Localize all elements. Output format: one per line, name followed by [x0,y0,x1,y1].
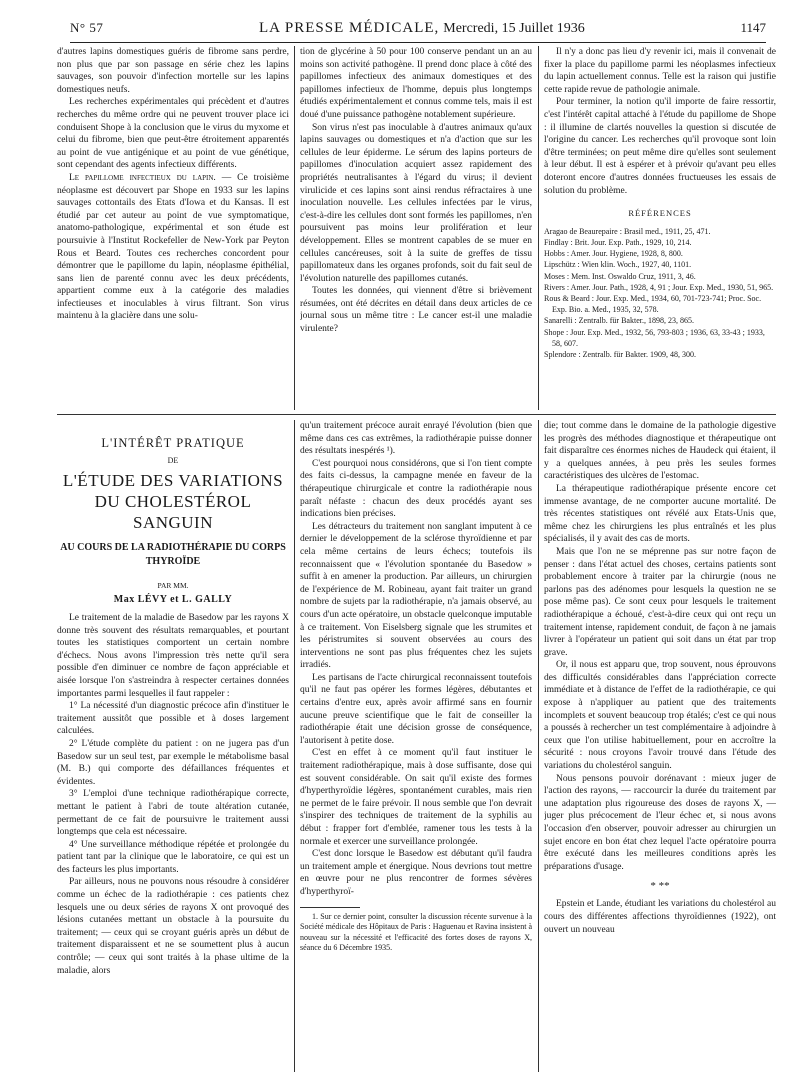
top-column-3 [544,46,776,410]
footnote: 1. Sur ce dernier point, consulter la discussion récente survenue à la Société médicale des Hôpitaux de Paris : Haguenau et Ravina insistent à nouveau sur la nécessité et l'efficacité des fortes doses de rayons X, séance du 6 Décembre 1935. [300,911,532,953]
paragraph: C'est en effet à ce moment qu'il faut instituer le traitement radiothérapique, mais à dose suffisante, dose qui est souvent considérable. On sait qu'il existe des formes d'hyperthyroïdie légères, spontanément curables, mais rien ne permet de le faire prévoir. Il nous semble que l'on devrait s'inspirer des techniques de traitement de la syphilis au début : frapper fort d'emblée, ramener tous les tests à la normale et exercer une surveillance prolongée. [300,748,532,847]
article-de: DE [167,456,179,465]
reference-item: Sanarelli : Zentralb. für Bakter., 1898, 23, 865. [544,316,694,326]
paragraph: C'est pourquoi nous considérons, que si l'on tient compte des faits ci-dessus, la campagne menée en faveur de la thérapeutique chirurgicale et contre la radiothérapie nous paraît néfaste : chacun des deux procédés ayant ses indications bien précises. [300,458,532,520]
paragraph: Mais que l'on ne se méprenne pas sur notre façon de penser : dans l'état actuel des choses, certains patients sont probablement encore à traiter par la chirurgie (nous ne parlons pas des adénomes pour lesquels la question ne se pose même pas). Ce sont ceux pour lesquels le traitement radiothérapique a échoué, c'est-à-dire ceux qui ont reçu un traitement intense, rapidement conduit, de façon à ne jamais livrer à l'opérateur un patient qui soit dans un état par trop grave. [544,546,776,658]
journal-name: LA PRESSE MÉDICALE, [259,20,440,36]
paragraph: La thérapeutique radiothérapique présente encore cet immense avantage, de ne comporter aucune mortalité. De très récentes statistiques ont révélé aux Etats-Unis que, même chez les chirurgiens les plus entraînés et les plus spécialisés, il y avait des cas de morts. [544,483,776,545]
paragraph: C'est donc lorsque le Basedow est débutant qu'il faudra un traitement ample et énergique. Nous devrions tout mettre en œuvre pour ne plus rencontrer de formes sévères d'hyperthyroï- [300,849,532,897]
reference-item: Moses : Mem. Inst. Oswaldo Cruz, 1911, 3, 46. [544,271,696,281]
reference-item: Findlay : Brit. Jour. Exp. Path., 1929, 10, 214. [544,237,692,247]
reference-item: Lipschütz : Wien klin. Woch., 1927, 40, 1101. [544,260,692,270]
paragraph-text: — Ce troisième néoplasme est découvert par Shope en 1933 sur les lapins sauvages cottontails des Etats d'Iowa et du Kansas. Il est étudié par cet auteur au point de vue symptomatique, anatomo-pathologique, expérimental et son étude est poursuivie à l'Institut Rockefeller de New-York par Peyton Rous et Beard. Toutes ces recherches concordent pour démontrer que le papillome du lapin, néoplasme épithélial, sans lien de parenté connu avec les deux précédents, appartient comme eux à la catégorie des maladies infectieuses et inoculables à virus filtrant. Son virus maintenu à la glacière dans une solu- [57,172,289,322]
paragraph: Les partisans de l'acte chirurgical reconnaissent toutefois qu'il ne faut pas opérer les formes légères, débutantes et certains d'entre eux, après avoir affirmé sans en fournir aucune preuve scientifique que le fait de conseiller la radiothérapie était une décision grosse de conséquence, l'autorisent à petite dose. [300,672,532,746]
issue-number: N° 57 [70,20,104,35]
reference-item: Rous & Beard : Jour. Exp. Med., 1934, 60, 701-723-741; Proc. Soc. Exp. Bio. a. Med., 1935, 32, 578. [544,293,762,315]
paragraph [57,172,289,323]
article-title-block [57,436,289,605]
bottom-column-3 [544,420,776,1074]
article-par: PAR MM. [157,581,189,590]
paragraph: Toutes les données, qui viennent d'être si brièvement résumées, ont été décrites en détail dans deux articles de ce journal sous un même titre : Le cancer est-il une maladie virulente? [300,286,532,335]
article-authors: Max LÉVY et L. GALLY [113,594,233,605]
reference-item: Rivers : Amer. Jour. Path., 1928, 4, 91 ; Jour. Exp. Med., 1930, 51, 965. [544,282,774,292]
paragraph: d'autres lapins domestiques guéris de fibrome sans perdre, non plus que par son passage en série chez les lapins sauvages, son pouvoir d'infection mortelle sur les lapins domestiques neufs. [57,47,289,95]
paragraph: Son virus n'est pas inoculable à d'autres animaux qu'aux lapins sauvages ou domestiques et n'a d'action que sur les cellules de leur épiderme. Le sérum des lapins porteurs de papillomes d'inoculation acquiert assez rapidement des propriétés neutralisantes à l'égard du virus; il devient virulicide et ces lapins sont ainsi rendus réfractaires à une inoculation nouvelle. Les cellules infectées par le virus, c'est-à-dire les cellules dont sont formés les papillomes, n'en poursuivent pas moins leur prolifération et leur développement. Elles se montrent capables de se muer en cellules cancéreuses, soit à la suite de greffes de tissu papillomateux dans les organes profonds, soit du fait seul de l'évolution naturelle des papillomes cutanés. [300,122,532,284]
issue-date: Mercredi, 15 Juillet 1936 [443,21,585,36]
paragraph: Par ailleurs, nous ne pouvons nous résoudre à considérer comme un échec de la radiothérapie : ces patients chez lesquels une ou deux séries de rayons X ont provoqué des lésions cutanées mettant un obstacle à la poursuite du traitement; — ceux qui se croyant guéris après un début de traitement disparaissent et ne se soumettent plus à aucun contrôle; — ceux qui sont traités à la phase ultime de la maladie, alors [57,877,289,976]
paragraph: Epstein et Lande, étudiant les variations du cholestérol au cours des différentes affections thyroïdiennes (1922), ont ouvert un nouveau [544,899,776,935]
paragraph: qu'un traitement précoce aurait enrayé l'évolution (bien que même dans ces cas extrêmes, la radiothérapie puisse donner des résultats inespérés ¹). [300,421,532,457]
paragraph: 2° L'étude complète du patient : on ne jugera pas d'un Basedow sur un seul test, par exemple le métabolisme basal (M. B.) qui comporte des défaillances fréquentes et évidentes. [57,738,289,787]
paragraph: Les détracteurs du traitement non sanglant imputent à ce dernier le développement de la sclérose thyroïdienne et par cela même certains de leurs échecs; toutefois ils reconnaissent que « l'évolution spontanée du Basedow » suffit à en amener la production. Par ailleurs, un chirurgien de l'expérience de M. Robineau, ayant fait traiter un grand nombre de sujets par la radiothérapie, n'a jamais observé, au cours d'un acte opératoire, un obstacle quelconque imputable à ce traitement. Von Eiselsberg signale que les strumites et les péristrumites si souvent observées au cours des interventions ne sont pas plus fréquentes chez les sujets irradiés. [300,521,532,671]
paragraph: tion de glycérine à 50 pour 100 conserve pendant un an au moins son activité pathogène. Il prend donc place à côté des papillomes infectieux des animaux domestiques et des papillomes infectieux de l'homme, depuis plus longtemps étudiés expérimentalement et connus comme tels, mais il est doué d'une puissance pathogène notablement supérieure. [300,47,532,120]
column-divider [538,420,539,1072]
column-divider [294,46,295,410]
article-subtitle: AU COURS DE LA RADIOTHÉRAPIE DU CORPS THYROÏDE [60,542,286,567]
reference-item: Shope : Jour. Exp. Med., 1932, 56, 793-803 ; 1936, 63, 33-43 ; 1933, 58, 607. [544,327,765,348]
section-divider [57,414,776,415]
article-title: L'ÉTUDE DES VARIATIONS DU CHOLESTÉROL SANGUIN [62,471,284,532]
reference-item: Splendore : Zentralb. für Bakter. 1909, 48, 300. [544,349,696,359]
column-divider [294,420,295,1072]
page-number: 1147 [740,20,766,35]
section-stars: * ** [650,880,670,893]
paragraph: Le traitement de la maladie de Basedow par les rayons X donne très souvent des résultats remarquables, et pourtant toutes les statistiques comportent un certain nombre d'échecs. Nous avons l'impression très nette qu'il sera possible d'en diminuer ce nombre de façon appréciable et aisée lorsque l'on s'astreindra à respecter certaines données importantes parmi lesquelles il faut rappeler : [57,613,289,699]
journal-title [259,20,585,37]
section-lead: Le papillome infectieux du lapin. [69,172,216,183]
paragraph: 1° La nécessité d'un diagnostic précoce afin d'instituer le traitement aussitôt que possible et à doses largement calculées. [57,701,289,737]
bottom-column-1 [57,612,289,1074]
references-heading: RÉFÉRENCES [628,208,692,219]
top-column-1 [57,46,289,410]
paragraph: Les recherches expérimentales qui précèdent et d'autres recherches du même ordre qui ne peuvent trouver place ici conduisent Shope à la conclusion que le virus du myxome et celui du fibrome, bien que peut-être étroitement apparentés au point de vue antigénique et au point de vue génétique, sont cependant des agents infectieux différents. [57,97,289,171]
page-header [70,20,766,43]
top-column-2 [300,46,532,410]
reference-item: Aragao de Beaurepaire : Brasil med., 1911, 25, 471. [544,226,711,236]
paragraph: die; tout comme dans le domaine de la pathologie digestive les progrès des méthodes diagnostique et thérapeutique ont fait disparaître ces énormes niches de Haudeck qui étaient, il y a quelques années, à peu près les seules formes caractéristiques des ulcères de l'estomac. [544,421,776,482]
bottom-column-2 [300,420,532,1074]
reference-item: Hobbs : Amer. Jour. Hygiene, 1928, 8, 800. [544,249,683,259]
paragraph: 4° Une surveillance méthodique répétée et prolongée du patient tant par la clinique que le laboratoire, ce qui est un des facteurs les plus importants. [57,839,289,875]
column-divider [538,46,539,410]
paragraph: 3° L'emploi d'une technique radiothérapique correcte, mettant le patient à l'abri de toute altération cutanée, permettant de ce fait de poursuivre le traitement aussi longtemps que cela est nécessaire. [57,789,289,838]
paragraph: Il n'y a donc pas lieu d'y revenir ici, mais il convenait de fixer la place du papillome parmi les néoplasmes infectieux du lapin actuellement connus. Telle est la raison qui justifie cette rapide revue de pathologie animale. [544,47,776,95]
references-list [544,226,776,360]
footnote-rule [300,907,360,908]
article-kicker: L'INTÉRÊT PRATIQUE [101,436,245,450]
paragraph: Pour terminer, la notion qu'il importe de faire ressortir, c'est l'intérêt capital attaché à l'étude du papillome de Shope : il illumine de clartés nouvelles la question si discutée de l'origine du cancer. Les recherches qu'il provoque sont loin d'être terminées; on peut même dire qu'elles sont seulement à leur début. Il est à espérer et à prévoir qu'avant peu elles doteront encore d'autres données fructueuses les essais de solution du problème. [544,97,776,196]
paragraph: Or, il nous est apparu que, trop souvent, nous éprouvons des difficultés considérables dans l'appréciation correcte immédiate et à distance de l'effet de la radiothérapie, ce qui expose à n'appliquer au patient que des traitements incomplets et souvent beaucoup trop étalés; c'est ce qui nous a poussés à rechercher un test complémentaire à adjoindre à ceux que l'on utilise habituellement, pour en accroître la sécurité : nous croyons l'avoir trouvé dans l'étude des variations du cholestérol sanguin. [544,660,776,772]
paragraph: Nous pensons pouvoir dorénavant : mieux juger de l'action des rayons, — raccourcir la durée du traitement par une adaptation plus rigoureuse des doses de rayons X, — juger plus précocement de l'leur échec et, si nous avons l'occasion d'en observer, pouvoir adresser au chirurgien un sujet encore en bon état chez lequel l'acte opératoire pourra être exécuté dans les meilleures conditions après les préparations d'usage. [544,773,776,872]
